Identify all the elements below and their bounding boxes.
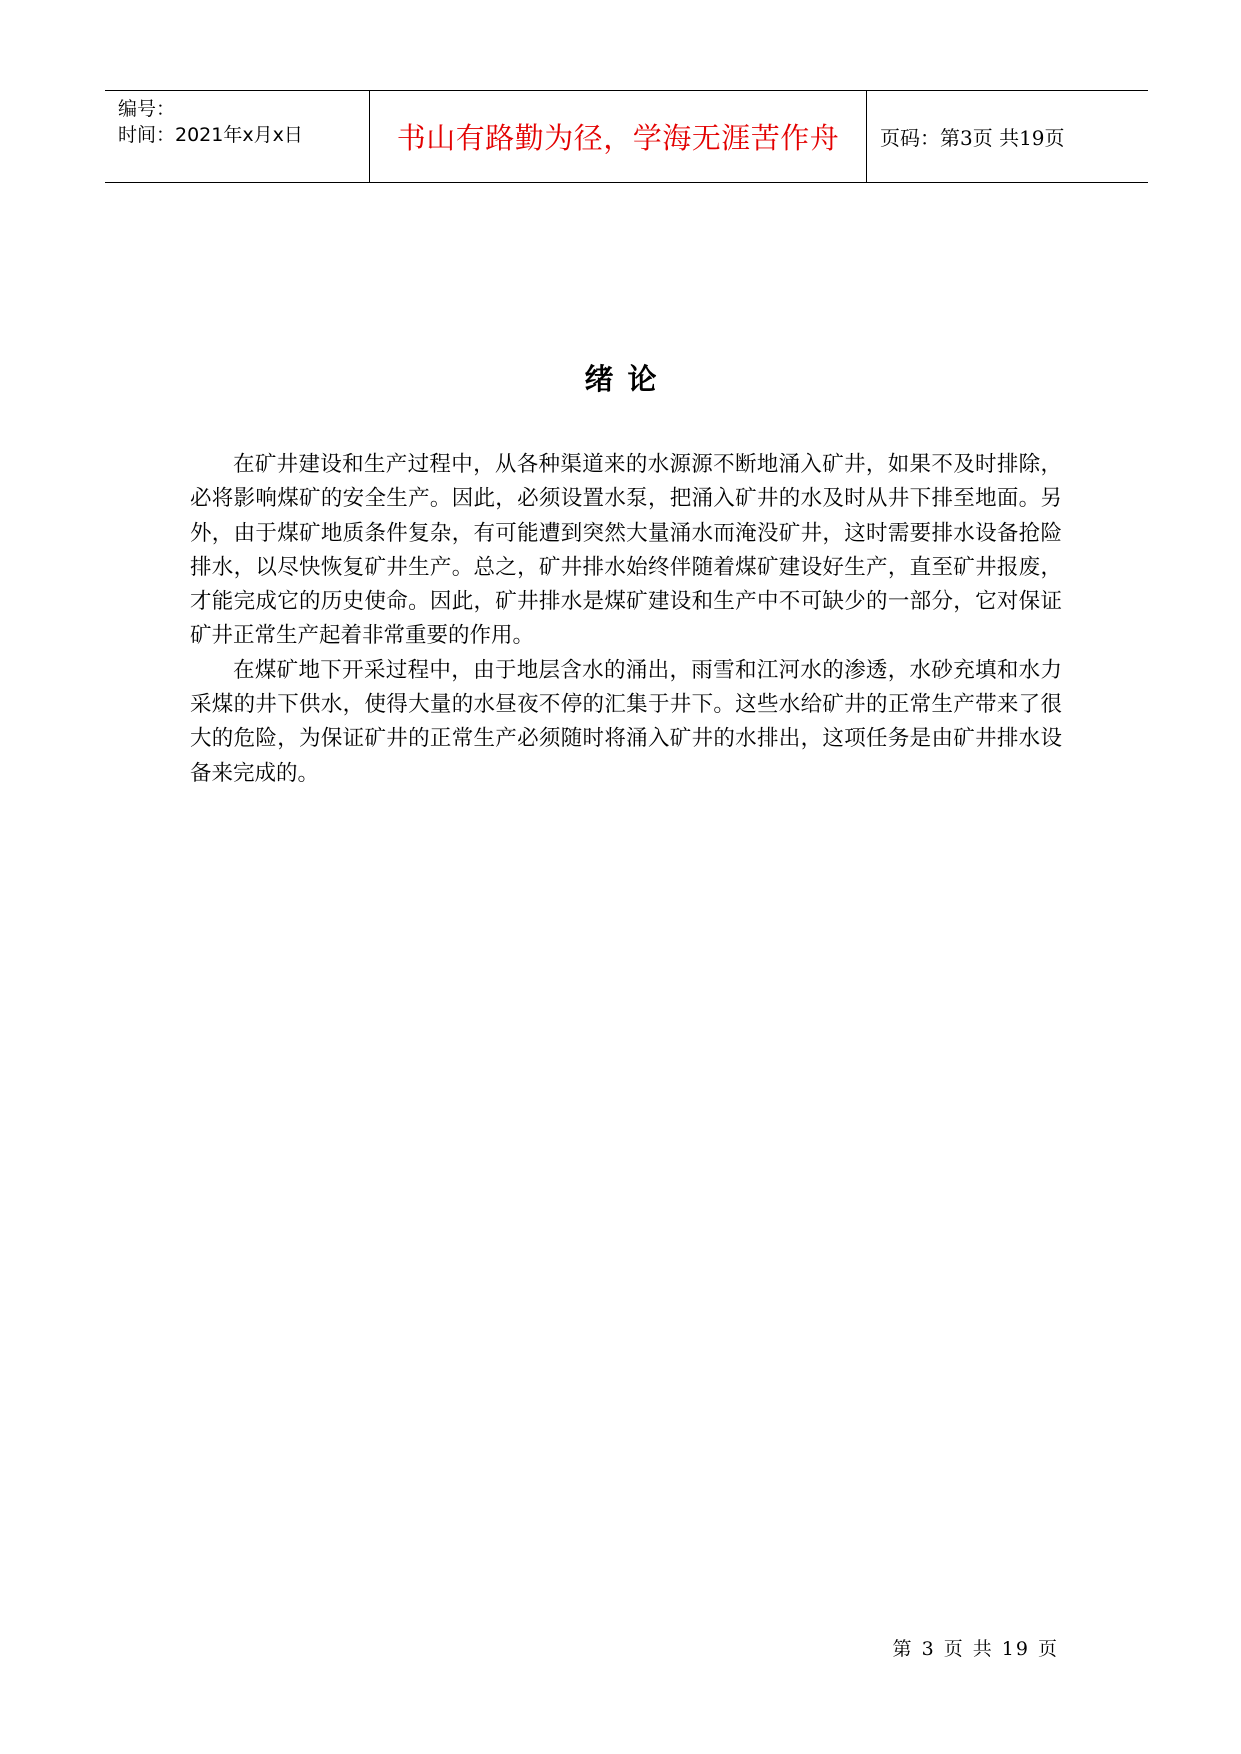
header-page-info: 页码：第3页 共19页 [880, 126, 1065, 150]
document-body [190, 448, 1062, 791]
header-page-cell [867, 91, 1148, 182]
page-footer: 第 3 页 共 19 页 [892, 1638, 1059, 1660]
body-paragraph: 在煤矿地下开采过程中，由于地层含水的涌出，雨雪和江河水的渗透，水砂充填和水力采煤的井下供水，使得大量的水昼夜不停的汇集于井下。这些水给矿井的正常生产带来了很大的危险，为保证矿井的正常生产必须随时将涌入矿井的水排出，这项任务是由矿井排水设备来完成的。 [190, 657, 1062, 786]
page-header [105, 90, 1148, 183]
header-motto: 书山有路勤为径，学海无涯苦作舟 [396, 121, 840, 155]
body-paragraph: 在矿井建设和生产过程中，从各种渠道来的水源源不断地涌入矿井，如果不及时排除，必将影响煤矿的安全生产。因此，必须设置水泵，把涌入矿井的水及时从井下排至地面。另外，由于煤矿地质条件复杂，有可能遭到突然大量涌水而淹没矿井，这时需要排水设备抢险排水，以尽快恢复矿井生产。总之，矿井排水始终伴随着煤矿建设好生产，直至矿井报废，才能完成它的历史使命。因此，矿井排水是煤矿建设和生产中不可缺少的一部分，它对保证矿井正常生产起着非常重要的作用。 [190, 452, 1062, 649]
header-meta-cell [105, 91, 370, 182]
document-number-label: 编号： [118, 98, 176, 120]
page-title: 绪论 [584, 362, 671, 396]
document-time-label: 时间：2021年x月x日 [118, 124, 303, 146]
header-motto-cell [370, 91, 867, 182]
